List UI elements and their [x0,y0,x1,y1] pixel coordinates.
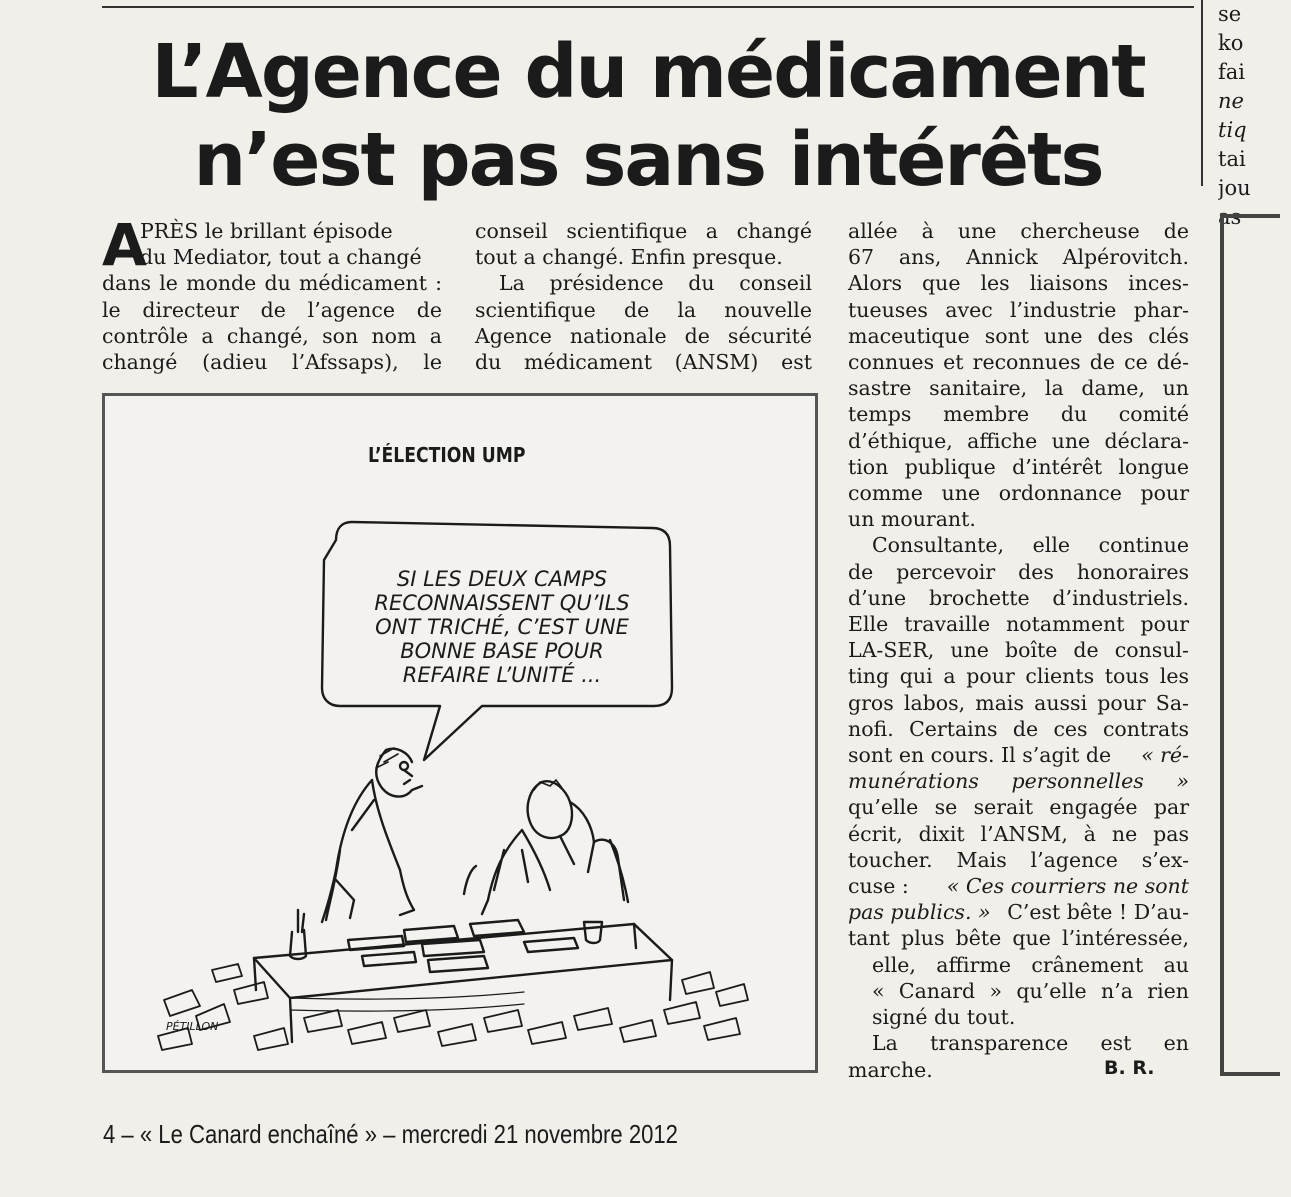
text-line: « Canard » qu’elle n’a rien [872,978,1189,1003]
fragment-line: ko [1218,31,1244,55]
text-line: tueuses avec l’industrie phar- [848,297,1189,322]
text-line: tion publique d’intérêt longue [848,454,1189,479]
text-line: La transparence est en [872,1031,1189,1056]
text-line: comme une ordonnance pour [848,481,1189,506]
article-column-2 [475,218,812,375]
fragment-line: ne [1218,89,1244,113]
article-column-3 [848,218,1189,1083]
coffee-cup [584,922,602,943]
speech-line-1: SI LES DEUX CAMPS [396,567,608,591]
speech-line-5: REFAIRE L’UNITÉ ... [402,663,602,687]
footer-dateline: 4 – « Le Canard enchaîné » – mercredi 21 novembre 2012 [103,1119,678,1149]
text-line: signé du tout. [872,1005,1016,1030]
text-line: ting qui a pour clients tous les [848,664,1189,689]
headline [102,28,1194,204]
text-line: scientifique de la nouvelle [475,297,812,322]
pen-cup [290,910,306,959]
column-divider [1201,0,1203,186]
text-line: allée à une chercheuse de [848,219,1189,243]
fragment-line: as [1218,205,1242,229]
text-line: d’une brochette d’industriels. [848,585,1189,610]
fragment-line: tiq [1218,118,1247,142]
speech-line-4: BONNE BASE POUR [400,639,604,663]
text-line: contrôle a changé, son nom a [102,323,442,348]
fragment-line: se [1218,2,1242,26]
text-line: toucher. Mais l’agence s’ex- [848,847,1189,872]
text-span: sont en cours. Il s’agit de [848,743,1112,768]
chair-back [464,840,624,900]
italic-span: pas publics. » [848,900,991,925]
text-line: qu’elle se serait engagée par [848,795,1189,820]
text-line: nofi. Certains de ces contrats [848,716,1189,741]
cartoon-drawing [104,470,816,1068]
text-line: Agence nationale de sécurité [475,323,812,348]
speech-line-2: RECONNAISSENT QU’ILS [374,591,630,615]
signature: B. R. [1104,1057,1155,1079]
text-line: écrit, dixit l’ANSM, à ne pas [848,821,1189,846]
text-line: tout a changé. Enfin presque. [475,245,783,270]
italic-span: « Ces courriers ne sont [946,874,1189,899]
text-line [848,899,1189,925]
drop-cap: A [102,211,147,279]
text-line: le directeur de l’agence de [102,297,442,322]
italic-span: « ré- [1141,743,1189,768]
text-line: Consultante, elle continue [872,533,1189,558]
headline-line: L’Agence du médicament [151,29,1145,115]
desk-top [254,924,672,998]
fragment-line: jou [1218,176,1251,200]
text-line: maceutique sont une des clés [848,323,1189,348]
text-line: un mourant. [848,507,976,532]
text-line: d’éthique, affiche une déclara- [848,428,1189,453]
text-line: sastre sanitaire, la dame, un [848,376,1189,401]
text-line: conseil scientifique a changé [475,219,812,243]
text-line: gros labos, mais aussi pour Sa- [848,690,1189,715]
man-left-glasses [400,762,408,770]
text-line: tant plus bête que l’intéressée, [848,926,1189,951]
text-line: La présidence du conseil [499,271,812,296]
text-line: 67 ans, Annick Alpérovitch. [848,245,1189,270]
fragment-line: tai [1218,147,1246,171]
man-left-head [376,749,422,797]
text-line [848,873,1189,899]
adjacent-box-frame [1220,214,1280,1076]
top-rule [102,6,1194,8]
papers-on-floor [158,964,748,1050]
text-line: du médicament (ANSM) est [475,350,812,375]
text-line: Elle travaille notamment pour [848,612,1189,637]
text-span: cuse : [848,874,909,899]
text-line: connues et reconnues de ce dé- [848,350,1189,375]
text-line: Alors que les liaisons inces- [848,271,1189,296]
adjacent-article-fragment [1218,0,1291,232]
text-line: LA-SER, une boîte de consul- [848,638,1189,663]
text-line: munérations personnelles » [848,769,1189,794]
man-right-arm [560,802,594,872]
article-column-1 [102,211,442,375]
text-line: changé (adieu l’Afssaps), le [102,350,442,375]
speech-line-3: ONT TRICHÉ, C’EST UNE [375,615,629,639]
text-line: du Mediator, tout a changé [140,245,422,270]
headline-line: n’est pas sans intérêts [193,117,1103,203]
text-line: temps membre du comité [848,402,1189,427]
artist-signature: PÉTILLON [166,1020,219,1033]
cartoon-title: L’ÉLECTION UMP [368,443,526,467]
man-right-body [482,830,628,914]
text-line: elle, affirme crânement au [872,952,1189,977]
text-line [848,742,1189,768]
text-line: marche. [848,1057,933,1082]
fragment-line: fai [1218,60,1246,84]
man-left-body [322,780,414,922]
text-line: PRÈS le brillant épisode [140,219,393,243]
text-line: de percevoir des honoraires [848,559,1189,584]
text-line: dans le monde du médicament : [102,271,442,296]
text-span: C’est bête ! D’au- [1007,900,1189,925]
